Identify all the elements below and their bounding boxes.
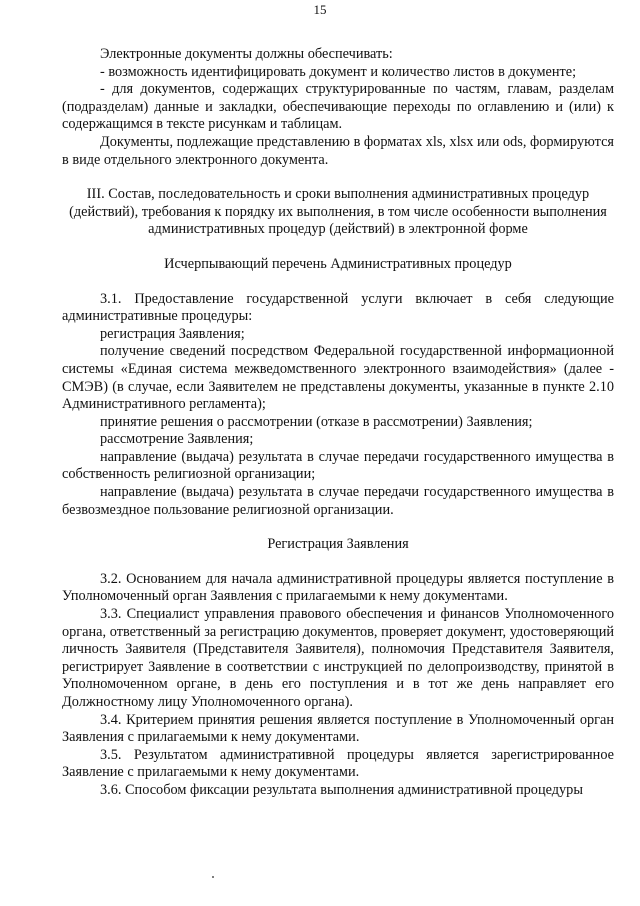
procedure-item-result-free-use: направление (выдача) результата в случае передачи государственного имущества в безвозмездное пользование религиозной организации. — [62, 484, 614, 518]
scan-speck — [212, 876, 214, 878]
page-number: 15 — [313, 2, 327, 17]
registration-heading: Регистрация Заявления — [267, 536, 409, 553]
procedure-item-smev: получение сведений посредством Федеральной государственной информационной системы «Единая система межведомственного электронного взаимодействия» (далее - СМЭВ) (в случае, если Заявителем не представлены документы, указанные в пункте 2.10 Административного регламента); — [62, 343, 614, 413]
paragraph-formats: Документы, подлежащие представлению в форматах xls, xlsx или ods, формируются в виде отдельного электронного документа. — [62, 133, 614, 168]
document-body — [62, 46, 614, 800]
paragraph-requirement-structured: - для документов, содержащих структурированные по частям, главам, разделам (подразделам) данные и закладки, обеспечивающие переходы по оглавлению и (или) к содержащимся в тексте рисункам и таблицам. — [62, 81, 614, 133]
paragraph-3-1: 3.1. Предоставление государственной услуги включает в себя следующие административные процедуры: — [62, 290, 614, 325]
procedures-list-heading: Исчерпывающий перечень Административных процедур — [164, 255, 512, 272]
procedure-item-result-ownership: направление (выдача) результата в случае передачи государственного имущества в собственность религиозной организации; — [62, 448, 614, 483]
paragraph-requirement-identify: - возможность идентифицировать документ и количество листов в документе; — [100, 63, 577, 80]
paragraph-3-5: 3.5. Результатом административной процедуры является зарегистрированное Заявление с прилагаемыми к нему документами. — [62, 746, 614, 781]
paragraph-requirements-intro: Электронные документы должны обеспечивать: — [100, 46, 393, 62]
procedure-item-decision: принятие решения о рассмотрении (отказе в рассмотрении) Заявления; — [100, 413, 533, 430]
paragraph-3-3: 3.3. Специалист управления правового обеспечения и финансов Уполномоченного органа, ответственный за регистрацию документов, проверяет документ, удостоверяющий личность Заявителя (Представителя Заявителя), полномочия Представителя Заявителя, регистрирует Заявление в соответствии с инструкцией по делопроизводству, принятой в Уполномоченном органе, в день его поступления и в тот же день направляет его Должностному лицу Уполномоченного органа). — [62, 606, 614, 710]
procedure-item-registration: регистрация Заявления; — [100, 325, 245, 342]
paragraph-3-4: 3.4. Критерием принятия решения является поступление в Уполномоченный орган Заявления с прилагаемыми к нему документами. — [62, 711, 614, 746]
procedure-item-review: рассмотрение Заявления; — [100, 431, 254, 448]
section-heading: III. Состав, последовательность и сроки выполнения административных процедур (действий), требования к порядку их выполнения, в том числе особенности выполнения административных процедур (действий) в электронной форме — [69, 186, 607, 238]
paragraph-3-6: 3.6. Способом фиксации результата выполнения административной процедуры — [100, 781, 583, 798]
paragraph-3-2: 3.2. Основанием для начала административной процедуры является поступление в Уполномоченный орган Заявления с прилагаемыми к нему документами. — [62, 570, 614, 605]
